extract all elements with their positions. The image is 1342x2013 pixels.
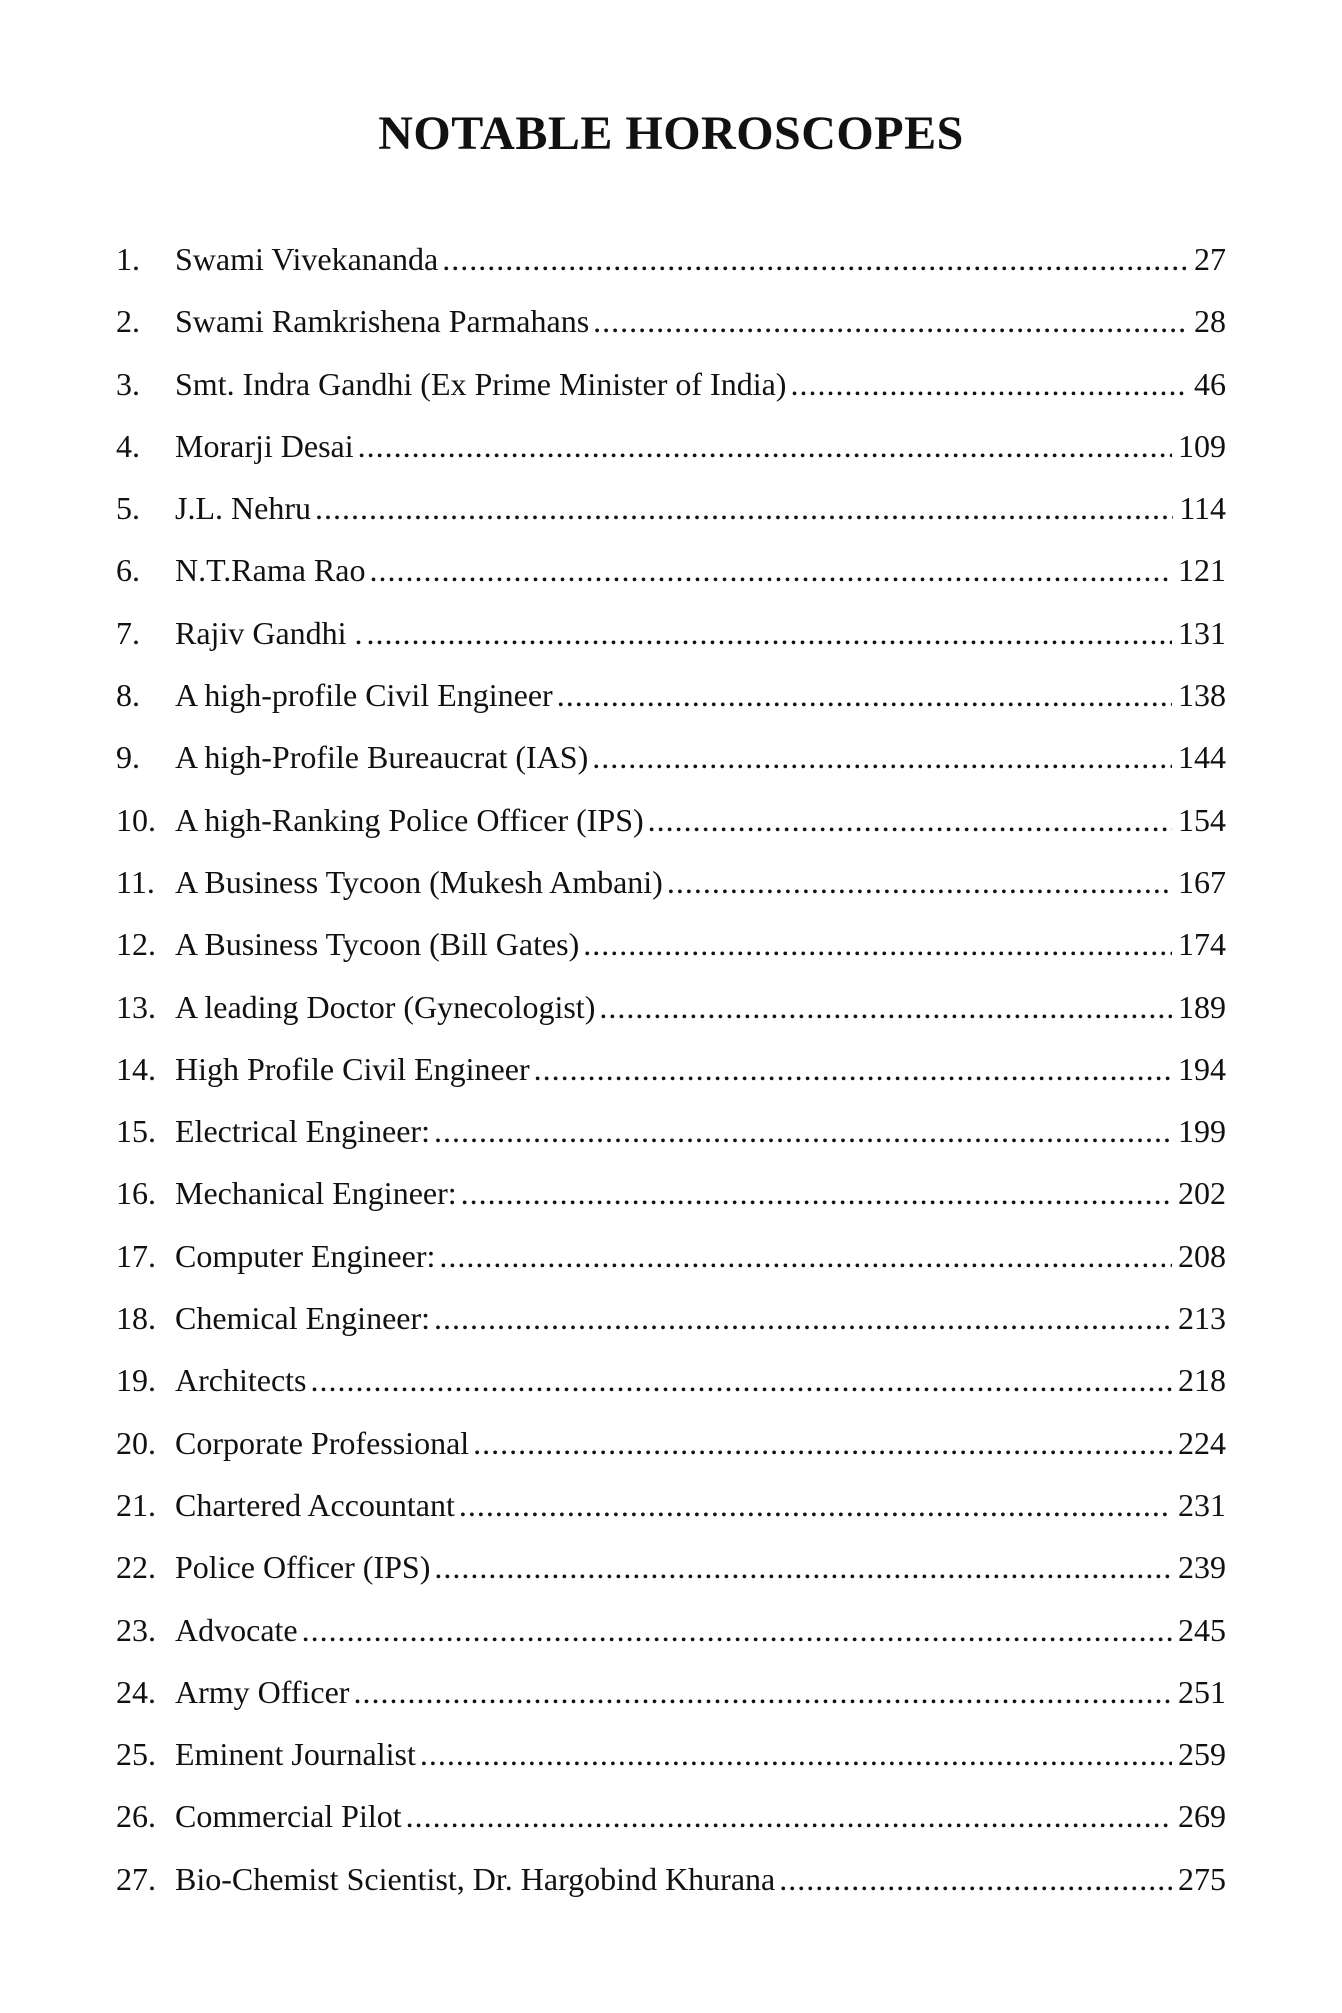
toc-entry-label: A leading Doctor (Gynecologist) bbox=[175, 988, 596, 1025]
toc-entry bbox=[116, 797, 1226, 859]
toc-entry bbox=[116, 1731, 1226, 1793]
toc-entry bbox=[116, 423, 1226, 485]
dot-leader bbox=[442, 236, 1188, 282]
toc-entry-page-number: 144 bbox=[1178, 739, 1226, 776]
toc-entry bbox=[116, 1170, 1226, 1232]
toc-entry-page-number: 131 bbox=[1178, 614, 1226, 651]
toc-entry-number: 15. bbox=[116, 1113, 156, 1150]
toc-entry-label: A high-Ranking Police Officer (IPS) bbox=[175, 801, 644, 838]
toc-entry bbox=[116, 1233, 1226, 1295]
toc-entry bbox=[116, 1482, 1226, 1544]
dot-leader bbox=[406, 1793, 1172, 1839]
toc-entry-label: Advocate bbox=[175, 1611, 298, 1648]
dot-leader bbox=[592, 734, 1172, 780]
toc-entry-page-number: 199 bbox=[1178, 1113, 1226, 1150]
toc-entry-number: 16. bbox=[116, 1175, 156, 1212]
toc-entry bbox=[116, 984, 1226, 1046]
dot-leader bbox=[790, 361, 1188, 407]
toc-entry-page-number: 213 bbox=[1178, 1300, 1226, 1337]
toc-entry-page-number: 138 bbox=[1178, 677, 1226, 714]
toc-entry-label: High Profile Civil Engineer bbox=[175, 1050, 530, 1087]
toc-entry-label: Police Officer (IPS) bbox=[175, 1549, 431, 1586]
dot-leader bbox=[667, 859, 1172, 905]
toc-entry-number: 20. bbox=[116, 1424, 156, 1461]
toc-entry bbox=[116, 734, 1226, 796]
dot-leader bbox=[358, 423, 1172, 469]
toc-entry-label: J.L. Nehru bbox=[175, 490, 311, 527]
dot-leader bbox=[353, 1669, 1172, 1715]
toc-entry-label: Corporate Professional bbox=[175, 1424, 470, 1461]
toc-entry-number: 6. bbox=[116, 552, 140, 589]
toc-entry-label: Army Officer bbox=[175, 1673, 350, 1710]
toc-entry-number: 22. bbox=[116, 1549, 156, 1586]
dot-leader bbox=[459, 1482, 1172, 1528]
dot-leader bbox=[648, 797, 1172, 843]
toc-entry-page-number: 245 bbox=[1178, 1611, 1226, 1648]
toc-entry-number: 27. bbox=[116, 1860, 156, 1897]
toc-entry-page-number: 231 bbox=[1178, 1486, 1226, 1523]
toc-entry bbox=[116, 1357, 1226, 1419]
dot-leader bbox=[420, 1731, 1172, 1777]
toc-entry-page-number: 28 bbox=[1194, 303, 1226, 340]
toc-entry bbox=[116, 610, 1226, 672]
toc-entry-label: Swami Ramkrishena Parmahans bbox=[175, 303, 590, 340]
toc-entry-number: 24. bbox=[116, 1673, 156, 1710]
toc-entry bbox=[116, 1108, 1226, 1170]
toc-entry-number: 26. bbox=[116, 1798, 156, 1835]
toc-entry-number: 9. bbox=[116, 739, 140, 776]
toc-entry-page-number: 259 bbox=[1178, 1736, 1226, 1773]
table-of-contents bbox=[116, 236, 1226, 1918]
toc-entry-number: 14. bbox=[116, 1050, 156, 1087]
dot-leader bbox=[557, 672, 1172, 718]
toc-entry-number: 13. bbox=[116, 988, 156, 1025]
toc-entry-page-number: 27 bbox=[1194, 241, 1226, 277]
dot-leader bbox=[599, 984, 1172, 1030]
toc-entry-label: Electrical Engineer: bbox=[175, 1113, 430, 1150]
toc-entry bbox=[116, 859, 1226, 921]
toc-entry-number: 4. bbox=[116, 427, 140, 464]
toc-entry bbox=[116, 921, 1226, 983]
toc-entry-label: N.T.Rama Rao bbox=[175, 552, 366, 589]
dot-leader bbox=[534, 1046, 1172, 1092]
toc-entry-label: Morarji Desai bbox=[175, 427, 354, 464]
toc-entry-page-number: 167 bbox=[1178, 863, 1226, 900]
toc-entry-page-number: 109 bbox=[1178, 427, 1226, 464]
toc-entry-page-number: 154 bbox=[1178, 801, 1226, 838]
toc-entry-label: Commercial Pilot bbox=[175, 1798, 402, 1835]
toc-entry-page-number: 174 bbox=[1178, 926, 1226, 963]
toc-entry-number: 18. bbox=[116, 1300, 156, 1337]
dot-leader bbox=[439, 1233, 1172, 1279]
dot-leader bbox=[434, 1295, 1172, 1341]
toc-entry-number: 23. bbox=[116, 1611, 156, 1648]
toc-entry bbox=[116, 1544, 1226, 1606]
toc-entry bbox=[116, 1856, 1226, 1918]
dot-leader bbox=[311, 1357, 1173, 1403]
toc-entry-label: Eminent Journalist bbox=[175, 1736, 416, 1773]
toc-entry-label: A Business Tycoon (Mukesh Ambani) bbox=[175, 863, 663, 900]
toc-entry-number: 25. bbox=[116, 1736, 156, 1773]
toc-entry-label: A high-profile Civil Engineer bbox=[175, 677, 553, 714]
toc-entry-number: 7. bbox=[116, 614, 140, 651]
toc-entry-page-number: 194 bbox=[1178, 1050, 1226, 1087]
toc-entry-number: 8. bbox=[116, 677, 140, 714]
toc-entry-number: 2. bbox=[116, 303, 140, 340]
toc-entry-page-number: 121 bbox=[1178, 552, 1226, 589]
dot-leader bbox=[302, 1607, 1172, 1653]
toc-entry-number: 3. bbox=[116, 365, 140, 402]
toc-entry-number: 10. bbox=[116, 801, 156, 838]
toc-entry-page-number: 218 bbox=[1178, 1362, 1226, 1399]
dot-leader bbox=[434, 1544, 1172, 1590]
toc-entry-number: 17. bbox=[116, 1237, 156, 1274]
toc-entry bbox=[116, 1607, 1226, 1669]
toc-entry bbox=[116, 485, 1226, 547]
toc-entry-label: Mechanical Engineer: bbox=[175, 1175, 457, 1212]
toc-entry-number: 21. bbox=[116, 1486, 156, 1523]
toc-entry-page-number: 224 bbox=[1178, 1424, 1226, 1461]
toc-entry-label: Chartered Accountant bbox=[175, 1486, 455, 1523]
toc-entry-page-number: 114 bbox=[1179, 490, 1226, 527]
toc-entry-number: 5. bbox=[116, 490, 140, 527]
toc-entry-label: Architects bbox=[175, 1362, 307, 1399]
toc-entry-page-number: 189 bbox=[1178, 988, 1226, 1025]
toc-entry-label: A high-Profile Bureaucrat (IAS) bbox=[175, 739, 589, 776]
dot-leader bbox=[461, 1170, 1172, 1216]
dot-leader bbox=[593, 298, 1188, 344]
toc-entry-number: 12. bbox=[116, 926, 156, 963]
toc-entry bbox=[116, 1420, 1226, 1482]
toc-entry bbox=[116, 361, 1226, 423]
toc-entry bbox=[116, 672, 1226, 734]
toc-entry-page-number: 269 bbox=[1178, 1798, 1226, 1835]
dot-leader bbox=[434, 1108, 1172, 1154]
toc-entry bbox=[116, 1046, 1226, 1108]
dot-leader bbox=[367, 610, 1172, 656]
toc-entry-page-number: 251 bbox=[1178, 1673, 1226, 1710]
toc-entry-number: 1. bbox=[116, 241, 140, 277]
toc-entry-page-number: 46 bbox=[1194, 365, 1226, 402]
toc-entry bbox=[116, 1669, 1226, 1731]
toc-entry bbox=[116, 547, 1226, 609]
dot-leader bbox=[369, 547, 1172, 593]
toc-entry bbox=[116, 236, 1226, 298]
toc-entry-label: Bio-Chemist Scientist, Dr. Hargobind Khurana bbox=[175, 1860, 776, 1897]
toc-entry-page-number: 208 bbox=[1178, 1237, 1226, 1274]
toc-entry bbox=[116, 1793, 1226, 1855]
dot-leader bbox=[779, 1856, 1172, 1902]
toc-entry-page-number: 275 bbox=[1178, 1860, 1226, 1897]
toc-entry-number: 11. bbox=[116, 863, 155, 900]
toc-entry-number: 19. bbox=[116, 1362, 156, 1399]
dot-leader bbox=[315, 485, 1173, 531]
toc-entry-label: Smt. Indra Gandhi (Ex Prime Minister of India) bbox=[175, 365, 787, 402]
toc-entry-label: Computer Engineer: bbox=[175, 1237, 436, 1274]
toc-entry-page-number: 202 bbox=[1178, 1175, 1226, 1212]
toc-entry-label: A Business Tycoon (Bill Gates) bbox=[175, 926, 580, 963]
toc-entry bbox=[116, 1295, 1226, 1357]
toc-entry bbox=[116, 298, 1226, 360]
dot-leader bbox=[583, 921, 1172, 967]
toc-entry-page-number: 239 bbox=[1178, 1549, 1226, 1586]
page-title: NOTABLE HOROSCOPES bbox=[378, 107, 964, 160]
toc-entry-label: Swami Vivekananda bbox=[175, 241, 439, 277]
toc-entry-label: Chemical Engineer: bbox=[175, 1300, 431, 1337]
toc-entry-label: Rajiv Gandhi . bbox=[175, 614, 363, 651]
dot-leader bbox=[473, 1420, 1172, 1466]
